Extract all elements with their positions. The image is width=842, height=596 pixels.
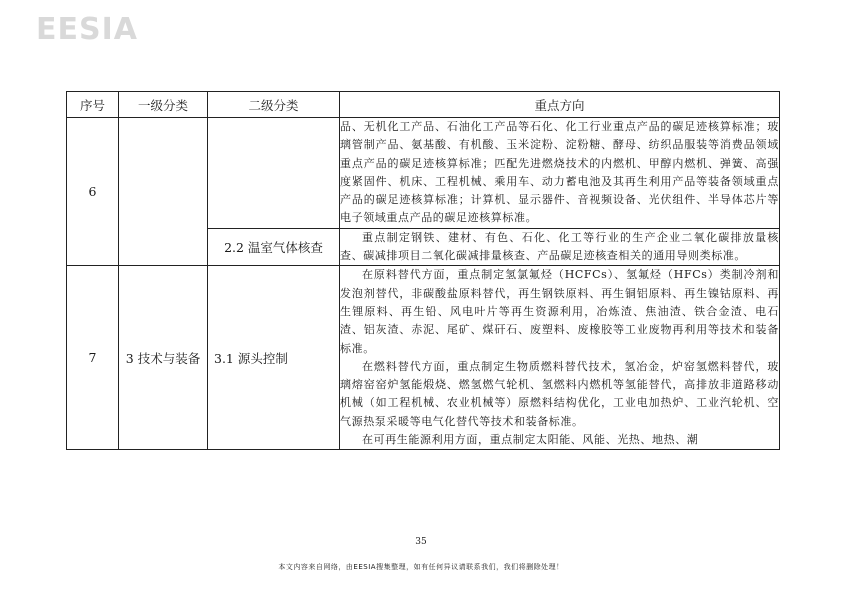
row6-text: 重点制定钢铁、建材、有色、石化、化工等行业的生产企业二氧化碳排放量核查、碳减排项目二氧化碳减排量核查、产品碳足迹核查相关的通用导则类标准。 — [340, 228, 780, 266]
header-focus: 重点方向 — [340, 92, 780, 118]
row-carry-level2 — [208, 118, 340, 229]
header-no: 序号 — [67, 92, 119, 118]
row7-text: 在原料替代方面，重点制定氢氯氟烃（HCFCs）、氢氟烃（HFCs）类制冷剂和发泡剂替代，非碳酸盐原料替代，再生钢铁原料、再生铜铝原料、再生镍钴原料、再生锂原料、再生铅、风电叶片等再生资源利用，冶炼渣、焦油渣、铁合金渣、电石渣、铝灰渣、赤泥、尾矿、煤矸石、废塑料、废橡胶等工业废物再利用等技术和装备标准。 在燃料替代方面，重点制定生物质燃料替代技术，氢冶金，炉窑氢燃料替代，玻璃熔窑窑炉氢能煅烧、燃氢燃气轮机、氢燃料内燃机等氢能替代，高排放非道路移动机械（如工程机械、农业机械等）原燃料结构优化，工业电加热炉、工业汽轮机、空气源热泵采暖等电气化替代等技术和装备标准。 在可再生能源利用方面，重点制定太阳能、风能、光热、地热、潮 — [340, 266, 780, 450]
standards-table — [66, 91, 780, 450]
row7-level1: 3 技术与装备 — [119, 266, 208, 450]
footer-notice: 本文内容来自网络，由EESIA搜集整理，如有任何异议请联系我们，我们将删除处理！ — [278, 563, 564, 571]
page-number: 35 — [415, 537, 427, 547]
table-row — [67, 266, 780, 450]
row-carry-text: 品、无机化工产品、石油化工产品等石化、化工行业重点产品的碳足迹核算标准；玻璃管制产品、氨基酸、有机酸、玉米淀粉、淀粉糖、酵母、纺织品服装等消费品领域重点产品的碳足迹核算标准；匹配先进燃烧技术的内燃机、甲醇内燃机、弹簧、高强度紧固件、机床、工程机械、乘用车、动力蓄电池及其再生利用产品等装备领域重点产品的碳足迹核算标准；计算机、显示器件、音视频设备、光伏组件、半导体芯片等电子领域重点产品的碳足迹核算标准。 — [340, 118, 780, 229]
row7-no: 7 — [67, 266, 119, 450]
header-level2: 二级分类 — [208, 92, 340, 118]
row7-level2: 3.1 源头控制 — [208, 266, 340, 450]
row6-no: 6 — [67, 118, 119, 266]
header-level1: 一级分类 — [119, 92, 208, 118]
table-header-row — [67, 92, 780, 118]
row6-level1 — [119, 118, 208, 266]
table-row — [67, 118, 780, 229]
row6-level2: 2.2 温室气体核查 — [208, 228, 340, 266]
eesia-logo: EESIA — [36, 12, 138, 47]
